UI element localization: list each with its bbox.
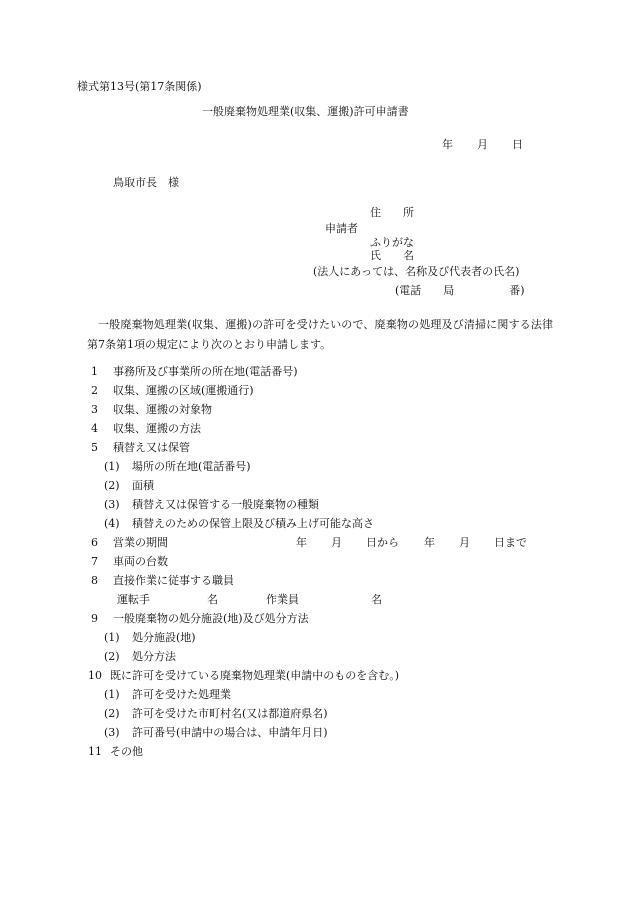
date-year-label: 年 [442,138,453,151]
applicant-name-label: 氏 名 [370,249,414,262]
sub-list-item [104,726,328,739]
form-number: 様式第13号(第17条関係) [77,80,202,93]
period-end-month-label: 月 [459,536,470,549]
sub-item-number: (4) [104,517,120,530]
applicant-address-label: 住 所 [370,206,414,219]
sub-item-text: 積替え又は保管する一般廃棄物の種類 [132,498,319,511]
item-number: 1 [91,365,98,378]
sub-item-number: (2) [104,479,120,492]
item-text: 収集、運搬の対象物 [113,403,212,416]
list-item [91,422,201,435]
application-statement: 一般廃棄物処理業(収集、運搬)の許可を受けたいので、廃棄物の処理及び清掃に関する法律第7条第1項の規定により次のとおり申請します。 [87,318,553,351]
sub-item-text: 場所の所在地(電話番号) [132,460,251,473]
sub-item-number: (1) [104,631,120,644]
sub-list-item [104,650,176,663]
item-number: 10 [88,669,102,682]
item-text: 事務所及び事業所の所在地(電話番号) [113,365,298,378]
item-text: 直接作業に従事する職員 [113,574,234,587]
addressee: 鳥取市長 様 [113,176,179,189]
worker-label: 作業員 [266,593,299,606]
sub-list-item [104,479,154,492]
sub-list-item [104,498,319,511]
corporation-note: (法人にあっては、名称及び代表者の氏名) [313,265,520,278]
item-text: 収集、運搬の方法 [113,422,201,435]
item-number: 2 [91,384,98,397]
sub-item-number: (2) [104,707,120,720]
driver-label: 運転手 [117,593,150,606]
phone-note: (電話 局 番) [395,284,525,297]
item-number: 7 [91,555,98,568]
sub-item-text: 処分方法 [132,650,176,663]
period-start-year-label: 年 [296,536,307,549]
item-number: 6 [91,536,98,549]
sub-item-text: 処分施設(地) [132,631,196,644]
sub-list-item [104,460,251,473]
list-item [88,669,399,682]
sub-item-number: (2) [104,650,120,663]
sub-item-text: 面積 [132,479,154,492]
sub-item-text: 積替えのための保管上限及び積み上げ可能な高さ [132,517,374,530]
document-title: 一般廃棄物処理業(収集、運搬)許可申請書 [202,105,409,118]
sub-item-number: (1) [104,460,120,473]
sub-list-item [104,631,196,644]
sub-item-number: (3) [104,498,120,511]
sub-item-number: (1) [104,688,120,701]
driver-count-unit: 名 [207,593,218,606]
period-start-day-label: 日から [366,536,399,549]
sub-list-item [104,688,231,701]
sub-list-item [104,707,328,720]
item-text: 既に許可を受けている廃棄物処理業(申請中のものを含む。) [110,669,400,682]
item-number: 5 [91,441,98,454]
item-number: 11 [88,745,102,758]
item-text: 車両の台数 [113,555,168,568]
item-number: 3 [91,403,98,416]
list-item [91,384,254,397]
item-number: 9 [91,612,98,625]
list-item [91,536,168,549]
sub-item-text: 許可を受けた処理業 [132,688,231,701]
period-start-month-label: 月 [331,536,342,549]
sub-list-item [104,517,374,530]
worker-count-unit: 名 [371,593,382,606]
date-month-label: 月 [477,138,488,151]
period-end-year-label: 年 [424,536,435,549]
list-item [91,365,298,378]
sub-item-text: 許可番号(申請中の場合は、申請年月日) [132,726,328,739]
date-day-label: 日 [512,138,523,151]
item-number: 4 [91,422,98,435]
list-item [91,612,309,625]
item-number: 8 [91,574,98,587]
item-text: 積替え又は保管 [113,441,190,454]
item-text: 一般廃棄物の処分施設(地)及び処分方法 [113,612,309,625]
sub-item-number: (3) [104,726,120,739]
item-text: 収集、運搬の区域(運搬通行) [113,384,254,397]
item-text: その他 [110,745,143,758]
applicant-furigana-label: ふりがな [370,236,414,249]
list-item [91,574,234,587]
item-text: 営業の期間 [113,536,168,549]
list-item [91,403,212,416]
list-item [88,745,143,758]
sub-item-text: 許可を受けた市町村名(又は都道府県名) [132,707,328,720]
period-end-day-label: 日まで [494,536,527,549]
applicant-label: 申請者 [325,222,358,235]
list-item [91,555,168,568]
list-item [91,441,190,454]
